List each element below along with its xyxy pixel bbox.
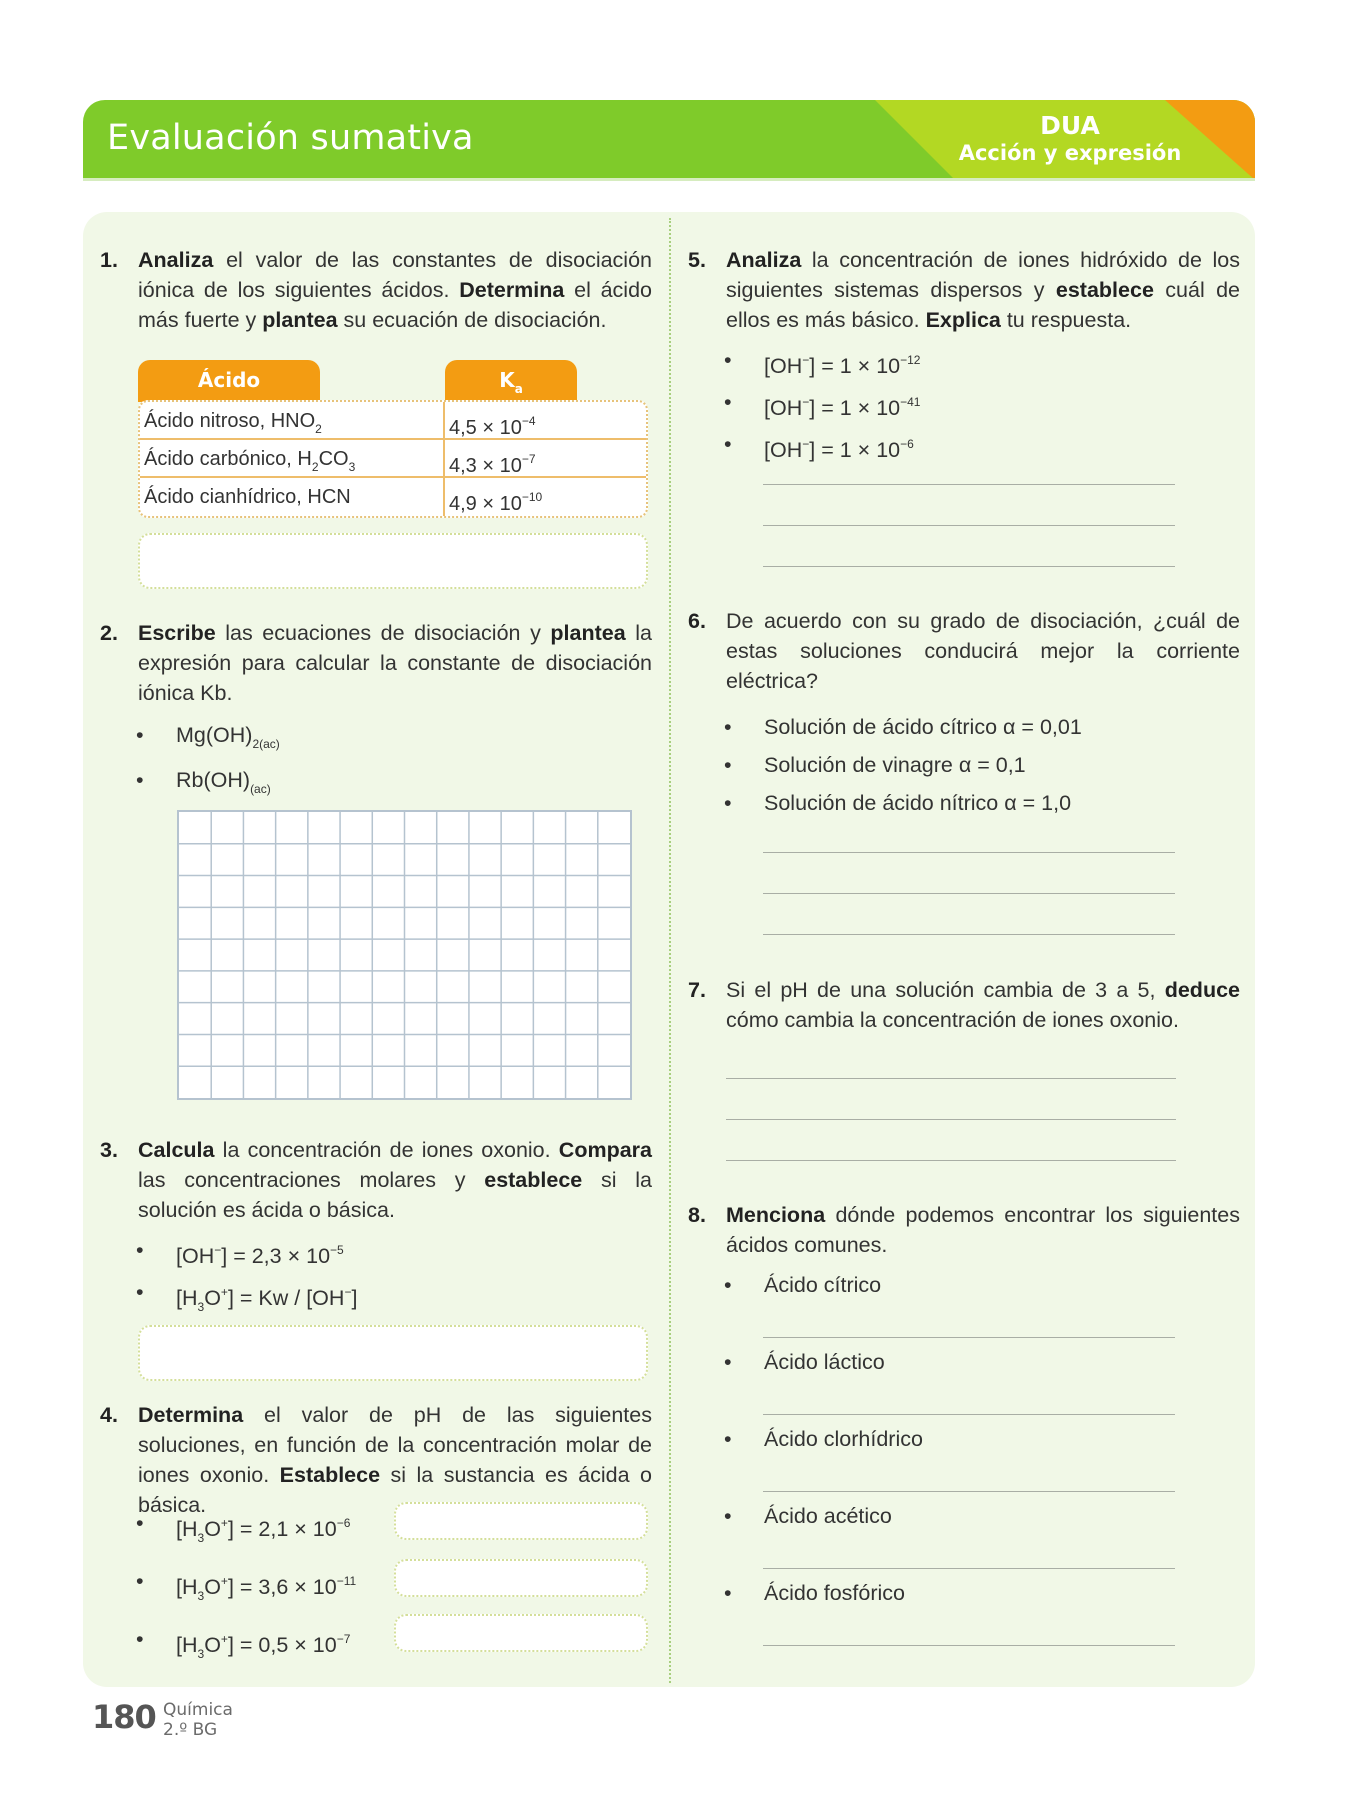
question-number: 8. [688,1203,706,1227]
subject-name: Química [163,1700,233,1720]
answer-line[interactable] [763,1414,1175,1415]
answer-line[interactable] [763,934,1175,935]
answer-line[interactable] [763,484,1175,485]
book-info [163,1700,233,1740]
acid-name: Ácido carbónico, $H_2CO_3$ [140,440,445,476]
answer-line[interactable] [763,1337,1175,1338]
answer-line[interactable] [763,566,1175,567]
question-text: Determina el valor de pH de las siguientes soluciones, en función de la concentración molar de iones oxonio. Establece si la sustancia es ácida o básica. [138,1403,652,1517]
list-item: • $[H_3O^+] = 0,5 \times 10^{-7}$ [136,1627,351,1661]
question-3 [100,1135,652,1225]
question-text: De acuerdo con su grado de disociación, ¿cuál de estas soluciones conducirá mejor la corriente eléctrica? [726,609,1240,693]
table-header-acid: Ácido [138,360,320,402]
ka-subscript: a [514,382,523,396]
table-header-ka [445,360,577,402]
answer-line[interactable] [726,1078,1176,1079]
dua-badge [955,112,1185,166]
table-row [140,402,646,440]
question-number: 5. [688,248,706,272]
list-item: • Solución de ácido cítrico α = 0,01 [724,715,1082,739]
answer-line[interactable] [763,525,1175,526]
section-title: Evaluación sumativa [107,118,474,158]
question-number: 2. [100,621,118,645]
ka-value: $4,5 \times 10^{-4}$ [449,414,536,439]
ka-value: $4,9 \times 10^{-10}$ [449,490,543,515]
answer-line[interactable] [763,852,1175,853]
question-text: Escribe las ecuaciones de disociación y plantea la expresión para calcular la constante de disociación iónica Kb. [138,621,652,705]
question-text: Si el pH de una solución cambia de 3 a 5, deduce cómo cambia la concentración de iones oxonio. [726,978,1240,1032]
acid-name: Ácido cianhídrico, HCN [140,478,445,516]
question-number: 7. [688,978,706,1002]
graph-paper-grid[interactable] [177,810,632,1100]
question-5 [688,245,1240,335]
column-divider [669,218,671,1683]
dua-badge-subtitle: Acción y expresión [958,141,1182,165]
list-item: • Solución de vinagre α = 0,1 [724,753,1026,777]
list-item: • Ácido cítrico [724,1273,882,1297]
q2-items [136,720,280,804]
question-7 [688,975,1240,1035]
answer-line[interactable] [726,1160,1176,1161]
question-8 [688,1200,1240,1260]
dua-badge-title: DUA [1040,111,1100,140]
list-item: • $[H_3O^+] = 3,6 \times 10^{-11}$ [136,1569,357,1603]
question-number: 6. [688,609,706,633]
question-1 [100,245,652,335]
question-text: Analiza el valor de las constantes de disociación iónica de los siguientes ácidos. Determina el ácido más fuerte y plantea su ecuación de disociación. [138,248,652,332]
answer-box-q4-a[interactable] [394,1502,648,1540]
question-text: Menciona dónde podemos encontrar los siguientes ácidos comunes. [726,1203,1240,1257]
answer-line[interactable] [763,1645,1175,1646]
list-item: • Ácido fosfórico [724,1581,906,1605]
question-6 [688,606,1240,696]
question-text: Calcula la concentración de iones oxonio. Compara las concentraciones molares y establece si la solución es ácida o básica. [138,1138,652,1222]
list-item: • $[OH^-] = 1 \times 10^{-6}$ [724,432,914,462]
answer-box-q1[interactable] [138,533,648,589]
question-number: 3. [100,1138,118,1162]
q6-items [724,712,1082,818]
list-item: • Solución de ácido nítrico α = 1,0 [724,791,1072,815]
answer-line[interactable] [726,1119,1176,1120]
ka-value: $4,3 \times 10^{-7}$ [449,452,536,477]
table-row [140,440,646,478]
page-number: 180 [92,1698,156,1736]
table-row [140,478,646,516]
answer-box-q4-c[interactable] [394,1614,648,1652]
ka-symbol: K [499,368,515,392]
grade-level: 2.º BG [163,1720,218,1740]
question-number: 4. [100,1403,118,1427]
question-2 [100,618,652,708]
list-item: • $[H_3O^+] = 2,1 \times 10^{-6}$ [136,1511,351,1545]
list-item: • Ácido láctico [724,1350,885,1374]
answer-box-q4-b[interactable] [394,1559,648,1597]
question-number: 1. [100,248,118,272]
list-item: • Ácido acético [724,1504,892,1528]
acid-name: Ácido nitroso, $HNO_2$ [140,402,445,438]
section-banner [83,100,1255,180]
q5-items [724,345,920,465]
table-body [138,400,648,518]
list-item: • $[H_3O^+] = Kw / [OH^-]$ [136,1280,358,1314]
list-item: • Ácido clorhídrico [724,1427,923,1451]
q4-items [136,1508,356,1669]
list-item: • $Rb(OH)_{(ac)}$ [136,768,271,796]
list-item: • $[OH^-] = 1 \times 10^{-41}$ [724,390,921,420]
banner-underline [83,178,1255,181]
list-item: • $[OH^-] = 1 \times 10^{-12}$ [724,348,921,378]
list-item: • $[OH^-] = 2,3 \times 10^{-5}$ [136,1238,344,1268]
q8-items [724,1270,923,1608]
answer-line[interactable] [763,1568,1175,1569]
answer-line[interactable] [763,1491,1175,1492]
answer-box-q3[interactable] [138,1325,648,1381]
answer-line[interactable] [763,893,1175,894]
q3-items [136,1235,357,1322]
list-item: • $Mg(OH)_{2(ac)}$ [136,723,280,751]
question-text: Analiza la concentración de iones hidróxido de los siguientes sistemas dispersos y establece cuál de ellos es más básico. Explica tu respuesta. [726,248,1241,332]
